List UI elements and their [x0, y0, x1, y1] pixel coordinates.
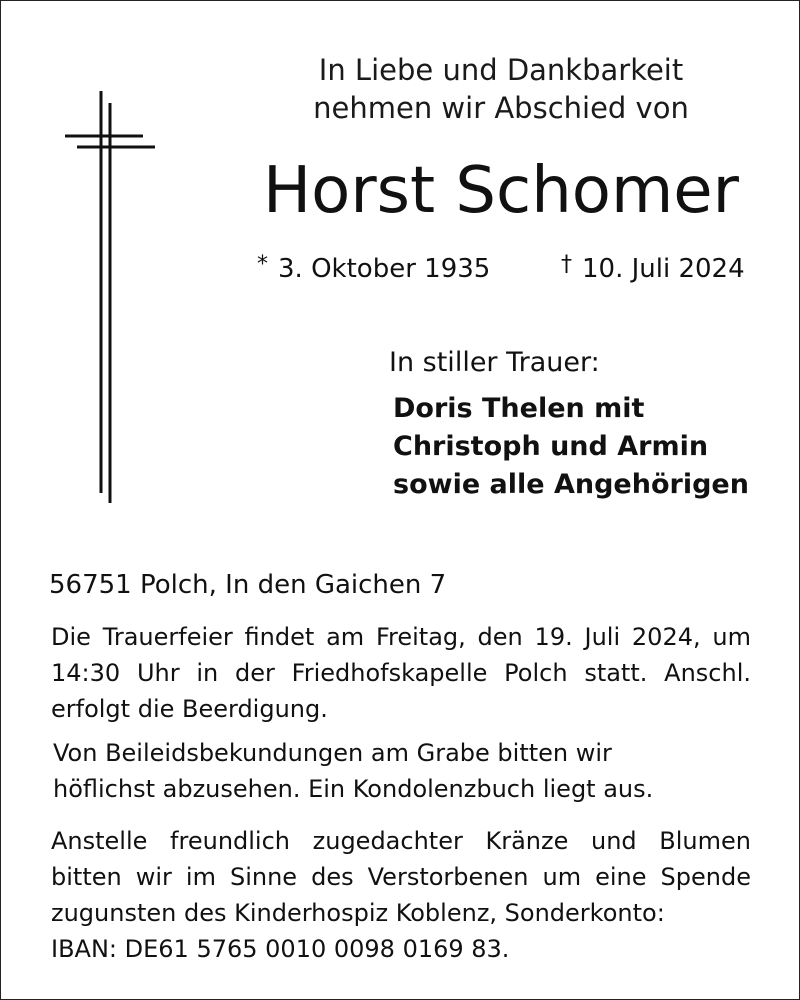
paragraph-line: Anstelle freundlich zugedachter Kränze und Blumen — [51, 827, 751, 855]
mourner-line: sowie alle Angehörigen — [393, 469, 749, 500]
address: 56751 Polch, In den Gaichen 7 — [49, 570, 447, 600]
birth-date-text: 3. Oktober 1935 — [278, 254, 491, 284]
birth-star-icon: * — [257, 252, 268, 277]
iban-line: IBAN: DE61 5765 0010 0098 0169 83. — [51, 935, 510, 963]
paragraph-line: höflichst abzusehen. Ein Kondolenzbuch liegt aus. — [53, 775, 654, 803]
mourning-label: In stiller Trauer: — [389, 347, 600, 378]
death-cross-icon: † — [561, 252, 572, 277]
intro-line-2: nehmen wir Abschied von — [313, 91, 689, 125]
intro-line-1: In Liebe und Dankbarkeit — [318, 53, 684, 87]
funeral-paragraph — [51, 619, 751, 727]
birth-date — [257, 247, 490, 287]
paragraph-line: 14:30 Uhr in der Friedhofskapelle Polch statt. Anschl. — [51, 659, 751, 687]
condolences-paragraph — [53, 735, 703, 807]
paragraph-line: zugunsten des Kinderhospiz Koblenz, Sonderkonto: — [51, 899, 665, 927]
mourner-line: Christoph und Armin — [393, 431, 709, 462]
cross-icon — [63, 87, 163, 507]
death-date — [561, 247, 745, 287]
paragraph-line: bitten wir im Sinne des Verstorbenen um eine Spende — [51, 863, 751, 891]
donation-paragraph — [51, 823, 751, 931]
death-date-text: 10. Juli 2024 — [582, 254, 745, 284]
paragraph-line: Von Beileidsbekundungen am Grabe bitten wir — [53, 739, 612, 767]
mourner-line: Doris Thelen mit — [393, 393, 645, 424]
paragraph-line: Die Trauerfeier findet am Freitag, den 19. Juli 2024, um — [51, 623, 751, 651]
deceased-name: Horst Schomer — [263, 154, 739, 228]
paragraph-line: erfolgt die Beerdigung. — [51, 695, 328, 723]
